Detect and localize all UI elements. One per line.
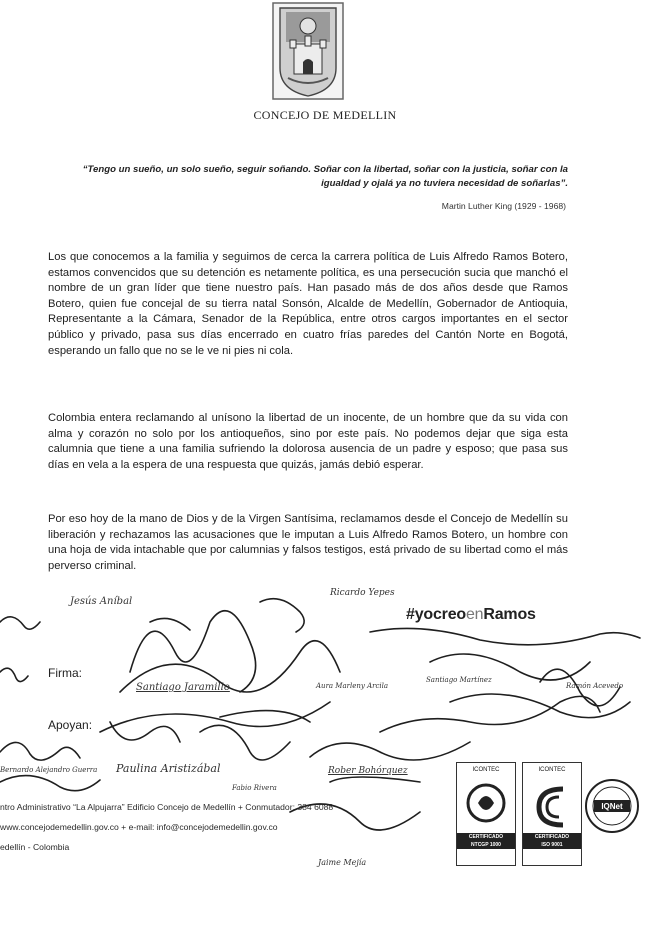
hashtag-part: Ramos [483,606,536,623]
footer-address: ntro Administrativo “La Alpujarra” Edificio Concejo de Medellín + Conmutador: 384 6088 [0,802,334,812]
certification-icon [457,775,515,835]
council-name: CONCEJO DE MEDELLIN [253,108,397,122]
cert-band: CERTIFICADO NTCGP 1000 [457,833,515,849]
signature-name: Ramón Acevedo [566,682,624,690]
signature-name: Santiago Martínez [426,676,492,684]
svg-text:IQNet: IQNet [601,802,623,811]
signature-name: Ricardo Yepes [330,588,395,598]
signature-name: Jesús Aníbal [70,596,133,607]
body-paragraph: Por eso hoy de la mano de Dios y de la Virgen Santísima, reclamamos desde el Concejo de Medellín su liberación y rechazamos las acusaciones que le imputan a Luis Alfredo Ramos Botero, un hombre con una hoja de vida intachable que por calumnias y falsos testigos, está privado de su libertad como el más perverso criminal. [48,513,568,572]
cert-issuer: ICONTEC [472,767,500,773]
footer-web-email: www.concejodemedellin.gov.co + e-mail: info@concejodemedellin.gov.co [0,822,278,832]
signature-name: Fabio Rivera [232,784,277,792]
body-paragraph: Los que conocemos a la familia y seguimos de cerca la carrera política de Luis Alfredo Ramos Botero, estamos convencidos que su detención es netamente política, es una persecución sucia que manchó el nombre de un gran líder que tiene nuestro país. Han pasado más de dos años desde que Ramos Botero, quien fue concejal de su tierra natal Sonsón, Alcalde de Medellín, Gobernador de Antioquia, Representante a la Cámara, Senador de la República, entre otros cargos importantes en el sector público y privado, pasa sus días encerrado en cuatro frías paredes del Cantón Norte en Bogotá, esperando un fallo que no se le ve ni pies ni cola. [48,251,568,357]
certification-badge [456,762,516,866]
firma-label: Firma: [48,666,82,680]
epigraph-quote: “Tengo un sueño, un solo sueño, seguir soñando. Soñar con la libertad, soñar con la justicia, soñar con la igualdad y ojalá ya no tuviera necesidad de soñarlas”. [82,164,568,189]
cert-band: CERTIFICADO ISO 9001 [523,833,581,849]
iqnet-seal-logo [584,778,640,834]
campaign-hashtag [406,606,536,624]
certification-icon [523,775,581,835]
hashtag-part: en [465,606,484,623]
hashtag-part: #yocreo [406,606,466,623]
apoyan-label: Apoyan: [48,718,93,732]
signature-name: Bernardo Alejandro Guerra [0,766,98,774]
signature-name: Jaime Mejía [318,858,367,867]
coat-of-arms-logo [272,2,344,100]
footer-city: edellín - Colombia [0,842,70,852]
signature-name: Paulina Aristizábal [116,762,221,775]
signature-name: Aura Marleny Arcila [316,682,389,690]
cert-issuer: ICONTEC [538,767,566,773]
quote-author: Martin Luther King (1929 - 1968) [441,201,566,211]
signature-name: Santiago Jaramillo [136,682,230,693]
signature-name: Rober Bohórquez [328,766,408,776]
body-paragraph: Colombia entera reclamando al unísono la libertad de un inocente, de un hombre que da su vida con alma y corazón no solo por los antioqueños, sino por este país. No podemos dejar que siga esta calumnia que tiene a una familia sufriendo la dolorosa ausencia de un padre y esposo; que pasa sus días en vela a la espera de una respuesta que quizás, jamás debió esperar. [48,412,568,471]
certification-badge [522,762,582,866]
